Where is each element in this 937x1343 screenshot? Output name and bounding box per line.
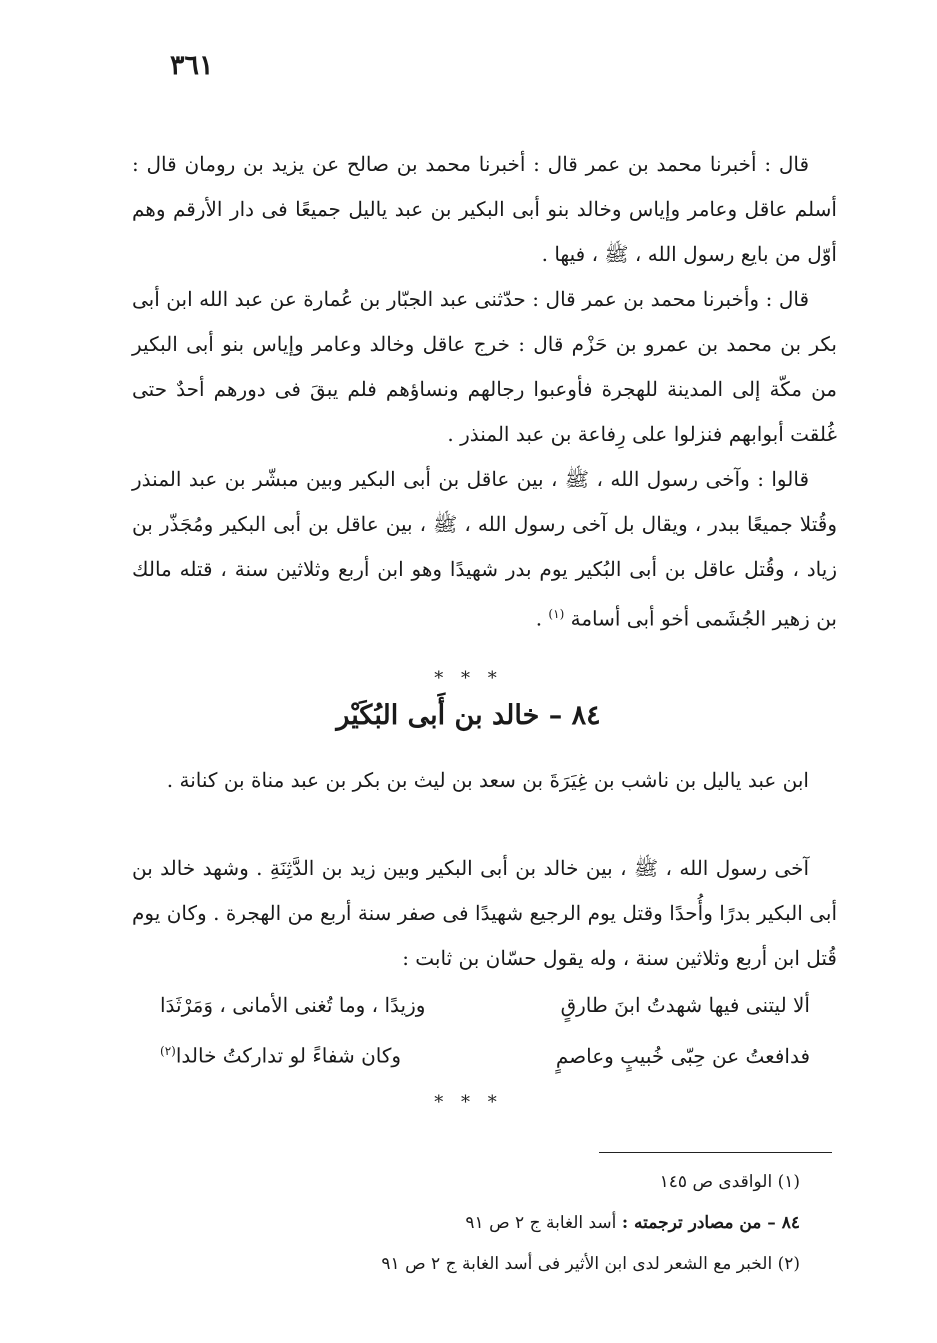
text-line: قال : أسلم عاقل وعامر وإياس وخالد بنو أبى البكير بن عبد ياليل جميعًا فى دار xyxy=(132,152,837,221)
poem-hemistich-right: فدافعتُ عن حِبّى خُبيبٍ وعاصمٍ xyxy=(555,1043,810,1068)
poem-hemistich-left xyxy=(160,1028,470,1079)
text-line: قالوا : وآخى رسول الله ، ﷺ ، بين عاقل بن أبى البكير وبين مبشّر بن xyxy=(224,467,809,491)
poem-text: وكان شفاءً لو تداركتُ خالدا xyxy=(175,1043,402,1068)
text-line: خالد بن أبى البكير بدرًا وأُحدًا وقتل يوم الرجيع شهيدًا فى صفر سنة أربع من xyxy=(132,856,838,925)
text-line: وثلاثين سنة ، قتله مالك بن زهير الجُشَمى أخو أبى أسامة xyxy=(132,557,837,631)
text-line: ابن أبى بكر بن محمد بن عمرو بن حَزْم قال : خرج عاقل وخالد وعامر وإياس بنو xyxy=(132,287,838,356)
poem-hemistich-left: وزيدًا ، وما تُغنى الأمانى ، وَمَرْثَدَا xyxy=(160,993,426,1017)
section-separator-end: * * * xyxy=(434,1092,503,1113)
entry-paragraph-1 xyxy=(132,758,837,803)
page-number: ٣٦١ xyxy=(170,50,214,81)
text-line: قال : أخبرنا محمد بن عمر قال : أخبرنا محمد بن صالح عن يزيد بن رومان xyxy=(184,152,810,176)
text-line: الهجرة . وكان يوم قُتل ابن أربع وثلاثين سنة ، وله يقول حسّان بن ثابت : xyxy=(132,901,837,970)
entry-paragraph-2 xyxy=(132,846,837,981)
entry-heading: ٨٤ – خالد بن أَبى البُكَيْر xyxy=(336,700,601,731)
footnote-ref-2[interactable]: (٢) xyxy=(160,1044,176,1058)
text-line: ابن عبد ياليل بن ناشب بن غِيَرَةَ بن سعد بن ليث بن بكر بن عبد مناة بن xyxy=(223,768,809,792)
footnote-rule xyxy=(599,1152,832,1153)
text-line: البكير ومُجَذّر بن زياد ، وقُتل عاقل بن أبى البُكير يوم بدر شهيدًا وهو ابن أربع xyxy=(132,512,837,581)
footnote-84-label: ٨٤ – من مصادر ترجمته : xyxy=(621,1213,800,1233)
footnote-ref-1[interactable]: (١) xyxy=(548,607,565,621)
poem-hemistich-right: ألا ليتنى فيها شهدتُ ابنَ طارقٍ xyxy=(560,993,810,1017)
sentence-end: . xyxy=(535,606,543,631)
footnote-1: (١) الواقدى ص ١٤٥ xyxy=(659,1172,800,1192)
paragraph-1 xyxy=(132,142,837,277)
footnote-2: (٢) الخبر مع الشعر لدى ابن الأثير فى أسد الغابة ج ٢ ص ٩١ xyxy=(381,1254,800,1274)
footnotes xyxy=(300,1162,800,1285)
text-line: الأرقم وهم أوّل من بايع رسول الله ، ﷺ ، فيها . xyxy=(132,197,837,266)
text-line: أحدٌ حتى غُلقت أبوابهم فنزلوا على رِفاعة بن عبد المنذر . xyxy=(132,377,837,446)
poem-verse-2 xyxy=(150,1028,810,1079)
text-line: كنانة . xyxy=(166,768,218,792)
text-line: قال : وأخبرنا محمد بن عمر قال : حدّثنى عبد الجبّار بن عُمارة عن عبد الله xyxy=(199,287,810,311)
text-line: آخى رسول الله ، ﷺ ، بين خالد بن أبى البكير وبين زيد بن الدَّثِنَةِ . وشهد xyxy=(202,856,809,880)
text-line: عبد المنذر وقُتلا جميعًا ببدر ، ويقال بل آخى رسول الله ، ﷺ ، بين عاقل بن أبى xyxy=(132,467,837,536)
section-separator: * * * xyxy=(434,668,503,689)
footnote-84 xyxy=(300,1203,800,1244)
text-line: أبى البكير من مكّة إلى المدينة للهجرة فأوعبوا رجالهم ونساؤهم فلم يبقَ فى دورهم xyxy=(132,332,838,401)
footnote-84-text: أسد الغابة ج ٢ ص ٩١ xyxy=(465,1213,617,1233)
paragraph-3 xyxy=(132,457,837,642)
poem-verse-1 xyxy=(150,982,810,1028)
paragraph-2 xyxy=(132,277,837,457)
